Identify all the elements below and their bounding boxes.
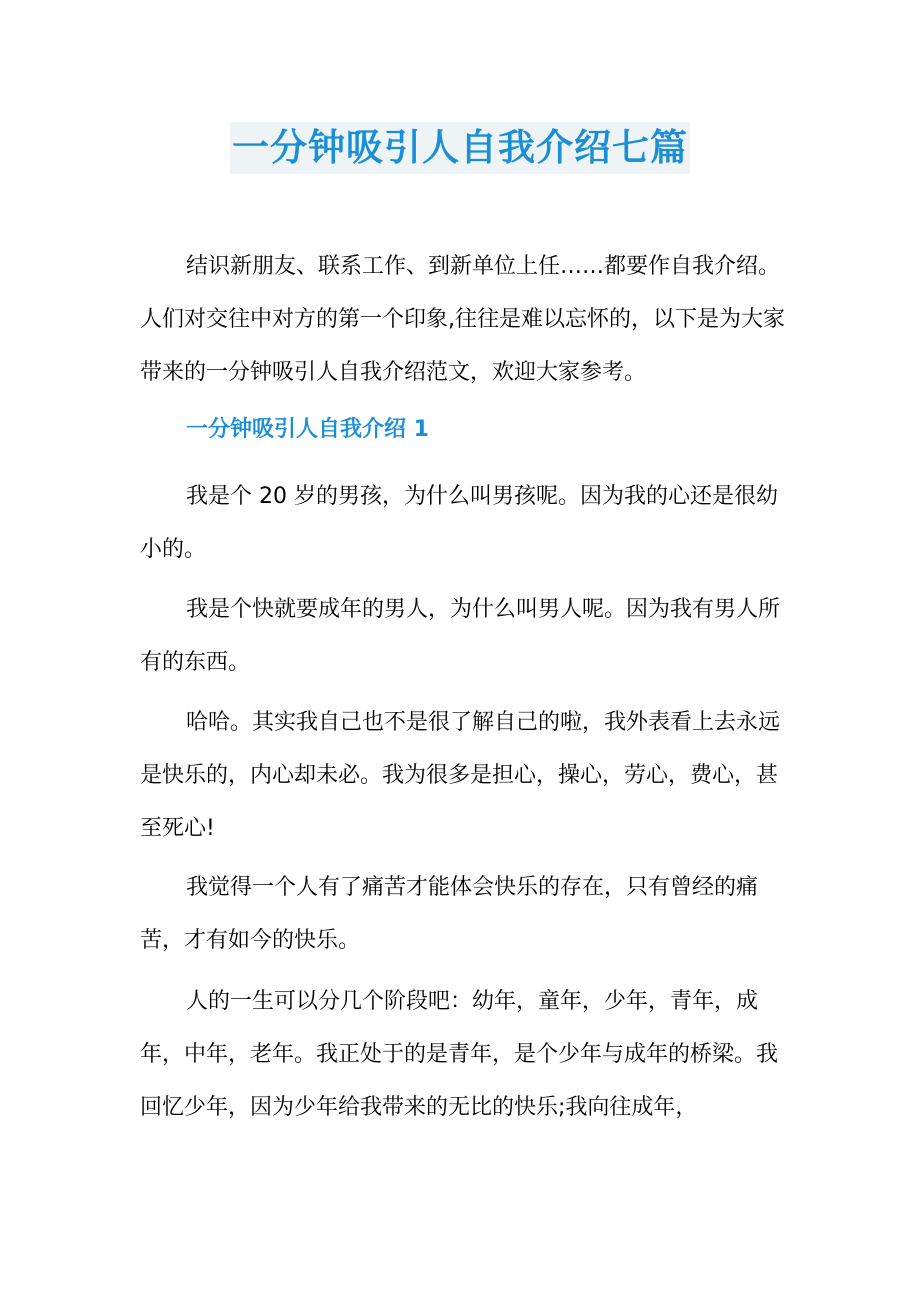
section-heading-block [140,403,790,456]
body-paragraph: 我觉得一个人有了痛苦才能体会快乐的存在，只有曾经的痛苦，才有如今的快乐。 [140,875,759,953]
document-title: 一分钟吸引人自我介绍七篇 [230,122,690,174]
body-paragraph: 我是个快就要成年的男人，为什么叫男人呢。因为我有男人所有的东西。 [140,597,781,675]
paragraph-block-1 [140,470,790,576]
title-container [0,122,920,174]
paragraph-block-4 [140,861,790,967]
paragraph-block-2 [140,583,790,689]
body-paragraph: 我是个 20 岁的男孩，为什么叫男孩呢。因为我的心还是很幼小的。 [140,484,778,562]
body-paragraph: 哈哈。其实我自己也不是很了解自己的啦，我外表看上去永远是快乐的，内心却未必。我为很多是担心，操心，劳心，费心，甚至死心! [140,710,781,841]
section-heading: 一分钟吸引人自我介绍 1 [186,417,429,442]
intro-block [140,240,790,399]
paragraph-block-5 [140,975,790,1134]
intro-paragraph: 结识新朋友、联系工作、到新单位上任……都要作自我介绍。人们对交往中对方的第一个印象,往往是难以忘怀的，以下是为大家带来的一分钟吸引人自我介绍范文，欢迎大家参考。 [140,254,785,385]
paragraph-block-3 [140,696,790,855]
body-paragraph: 人的一生可以分几个阶段吧：幼年，童年，少年，青年，成年，中年，老年。我正处于的是青年，是个少年与成年的桥梁。我回忆少年，因为少年给我带来的无比的快乐;我向往成年， [140,989,779,1120]
